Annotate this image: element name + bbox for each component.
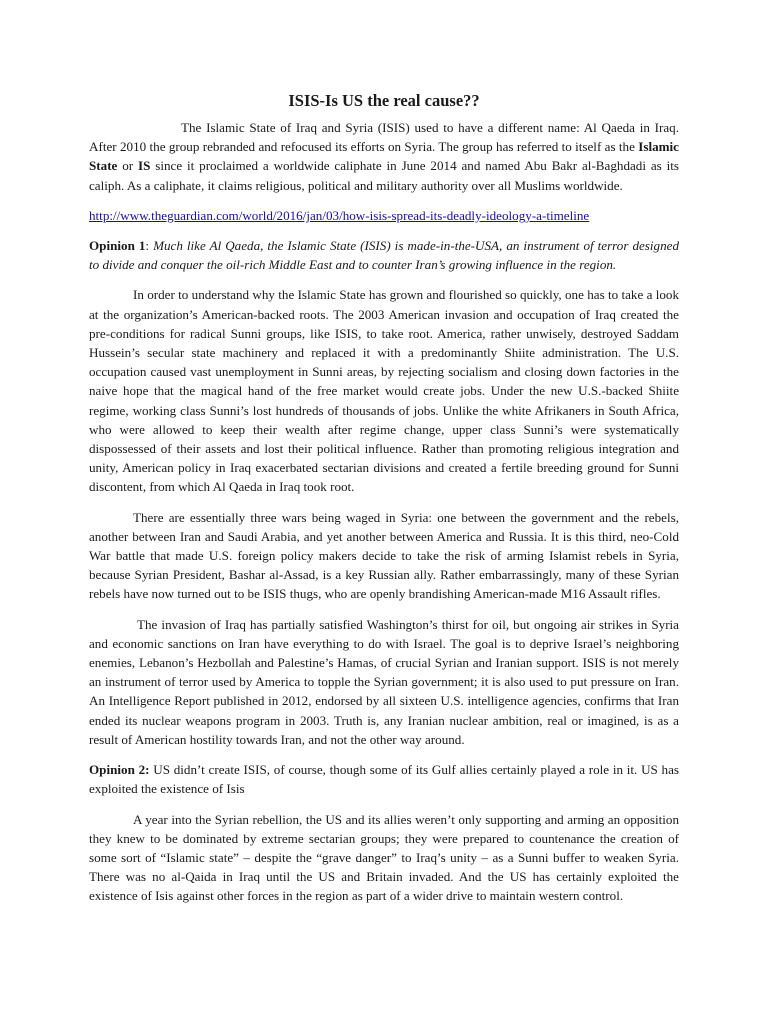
opinion-2-label: Opinion 2:: [89, 762, 150, 778]
opinion-1-paragraph: [89, 236, 679, 274]
intro-paragraph: [89, 118, 679, 195]
intro-text-3: since it proclaimed a worldwide caliphate in June 2014 and named Abu Bakr al-Baghdadi as its caliph. As a caliphate, it claims religious, political and military authority over all Muslims worldwide.: [89, 158, 679, 193]
body-paragraph-rebellion: A year into the Syrian rebellion, the US and its allies weren’t only supporting and arming an opposition they knew to be dominated by extreme sectarian groups; they were prepared to countenance the creation of some sort of “Islamic state” – despite the “grave danger” to Iraq’s unity – as a Sunni buffer to weaken Syria. There was no al-Qaida in Iraq until the US and Britain invaded. And the US has certainly exploited the existence of Isis against other forces in the region as part of a wider drive to maintain western control.: [89, 811, 679, 904]
body-paragraph-three-wars: There are essentially three wars being waged in Syria: one between the government and the rebels, another between Iran and Saudi Arabia, and yet another between America and Russia. It is this third, neo-Cold War battle that made U.S. foreign policy makers decide to take the risk of arming Islamist rebels in Syria, because Syrian President, Bashar al-Assad, is a key Russian ally. Rather embarrassingly, many of these Syrian rebels have now turned out to be ISIS thugs, who are openly brandishing American-made M16 Assault rifles.: [89, 509, 679, 602]
guardian-source-link[interactable]: http://www.theguardian.com/world/2016/jan/03/how-isis-spread-its-deadly-ideology-a-timeline: [89, 207, 590, 223]
islamic-state-term: Islamic State: [89, 139, 679, 174]
body-paragraph-israel: The invasion of Iraq has partially satisfied Washington’s thirst for oil, but ongoing air strikes in Syria and economic sanctions on Iran have everything to do with Israel. The goal is to deprive Israel’s neighboring enemies, Lebanon’s Hezbollah and Palestine’s Hamas, of crucial Syrian and Iranian support. ISIS is not merely an instrument of terror used by America to topple the Syrian government; it is also used to put pressure on Iran. An Intelligence Report published in 2012, endorsed by all sixteen U.S. intelligence agencies, confirms that Iran ended its nuclear weapons program in 2003. Truth is, any Iranian nuclear ambition, real or imagined, is as a result of American hostility towards Iran, and not the other way around.: [89, 616, 679, 747]
is-term: IS: [138, 158, 151, 174]
intro-text-2: or: [117, 158, 138, 174]
opinion-2-text: US didn’t create ISIS, of course, though some of its Gulf allies certainly played a role in it. US has exploited the existence of Isis: [89, 762, 680, 797]
opinion-1-separator: :: [145, 238, 154, 254]
opinion-1-text: Much like Al Qaeda, the Islamic State (ISIS) is made-in-the-USA, an instrument of terror designed to divide and conquer the oil-rich Middle East and to counter Iran’s growing influence in the region.: [89, 238, 679, 273]
document-page: [89, 90, 679, 917]
document-title: ISIS-Is US the real cause??: [288, 91, 480, 110]
body-paragraph-roots: In order to understand why the Islamic State has grown and flourished so quickly, one has to take a look at the organization’s American-backed roots. The 2003 American invasion and occupation of Iraq created the pre-conditions for radical Sunni groups, like ISIS, to take root. America, rather unwisely, destroyed Saddam Hussein’s secular state machinery and replaced it with a predominantly Shiite administration. The U.S. occupation caused vast unemployment in Sunni areas, by rejecting socialism and closing down factories in the naive hope that the magical hand of the free market would create jobs. Under the new U.S.-backed Shiite regime, working class Sunni’s lost hundreds of thousands of jobs. Unlike the white Afrikaners in South Africa, who were allowed to keep their wealth after regime change, upper class Sunni’s were systematically dispossessed of their assets and lost their political influence. Rather than promoting religious integration and unity, American policy in Iraq exacerbated sectarian divisions and created a fertile breeding ground for Sunni discontent, from which Al Qaeda in Iraq took root.: [89, 287, 679, 495]
intro-text-1: The Islamic State of Iraq and Syria (ISIS) used to have a different name: Al Qaeda in Iraq. After 2010 the group rebranded and refocused its efforts on Syria. The group has referred to itself as the: [89, 120, 679, 155]
opinion-2-paragraph: [89, 760, 679, 798]
opinion-1-label: Opinion 1: [89, 238, 146, 254]
